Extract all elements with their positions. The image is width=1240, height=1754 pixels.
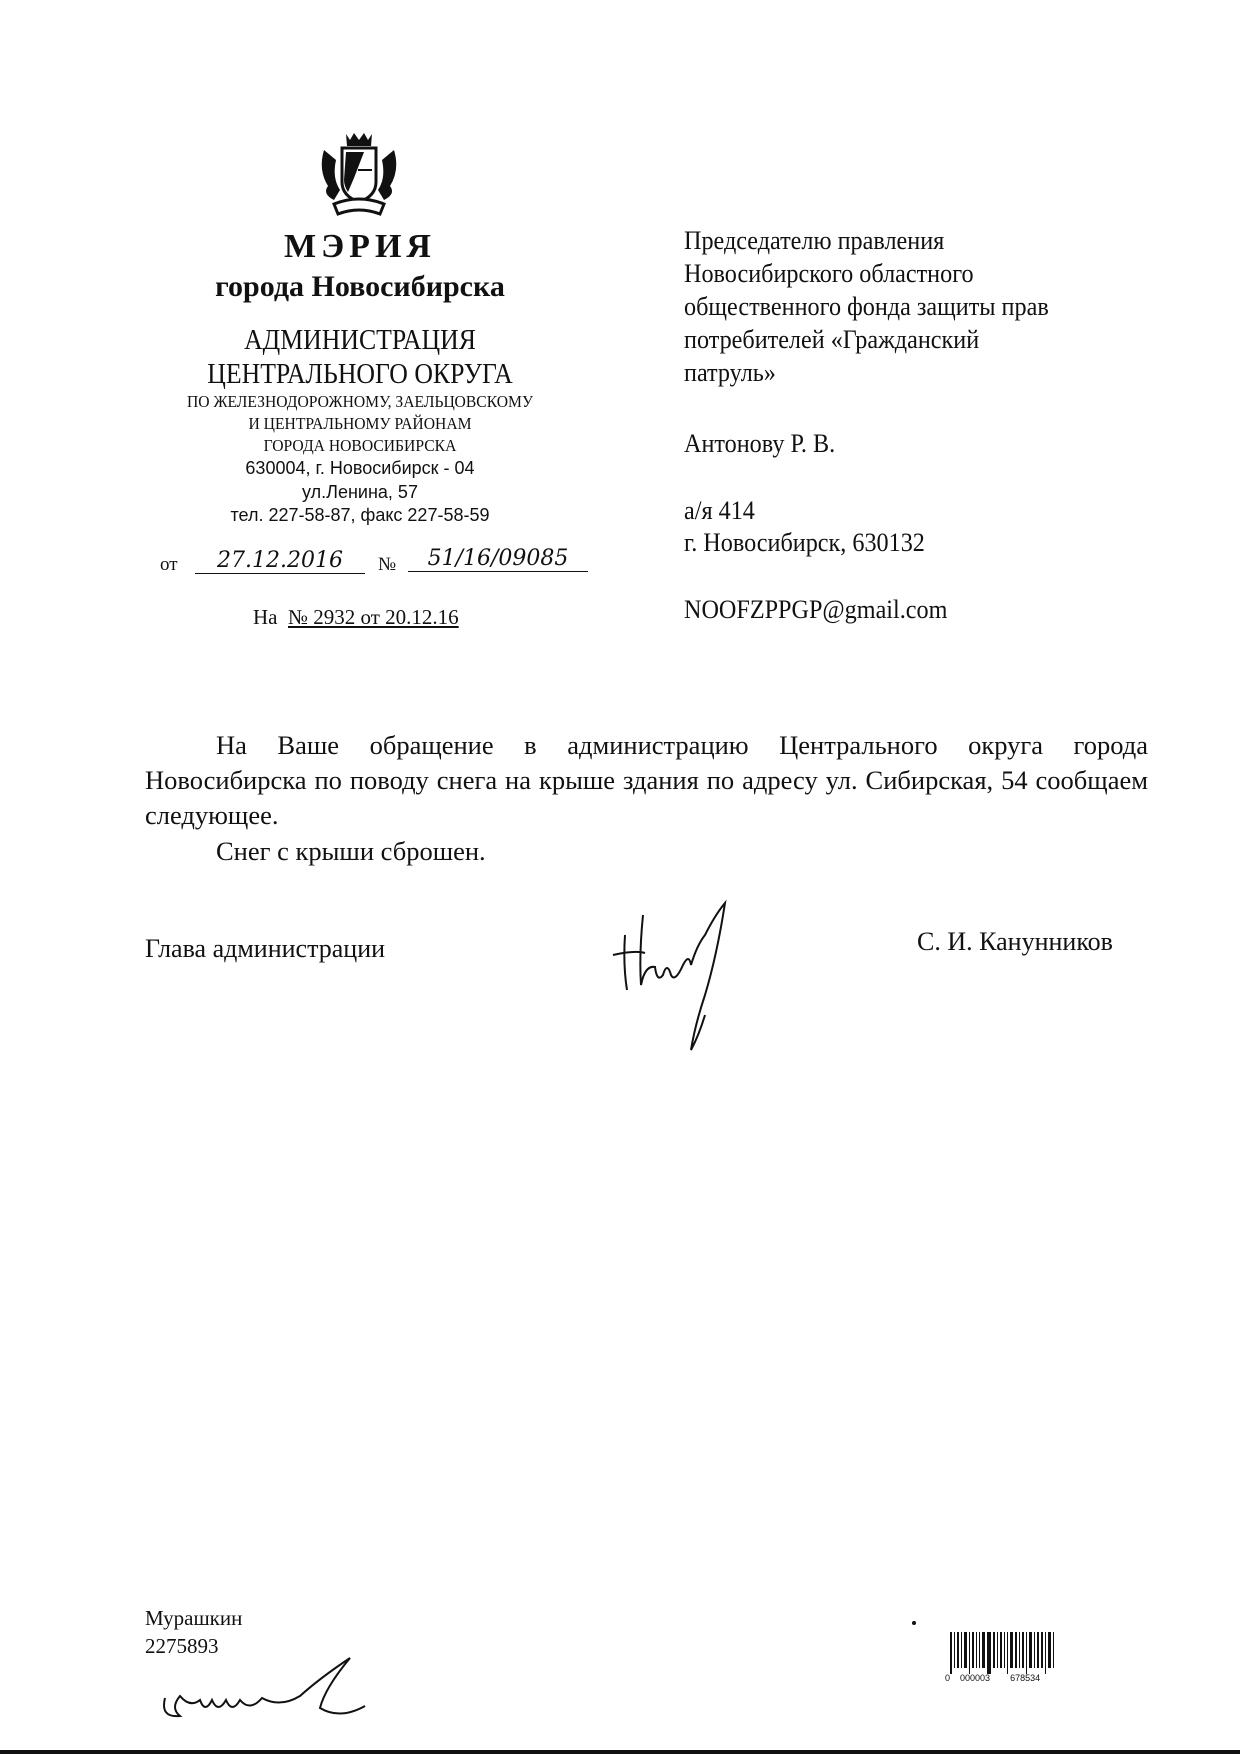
barcode-bar [1037, 1632, 1039, 1668]
reply-label: На [253, 605, 278, 629]
recipient-line: патруль» [684, 358, 776, 387]
barcode-number [945, 1673, 1040, 1683]
recipient-line: Новосибирского областного [684, 259, 974, 288]
barcode-bar [957, 1632, 959, 1668]
signatory-position: Глава администрации [145, 934, 386, 963]
barcode-bar [1007, 1632, 1008, 1674]
recipient-city: г. Новосибирск, 630132 [684, 528, 925, 557]
address-line: 630004, г. Новосибирск - 04 [245, 458, 475, 478]
date-value: 27.12.2016 [195, 548, 365, 574]
barcode-bar [1053, 1632, 1054, 1668]
barcode-bar [972, 1632, 974, 1668]
barcode-bar [976, 1632, 977, 1668]
barcode-bar [1045, 1632, 1046, 1674]
letterhead-city: города Новосибирска [215, 270, 505, 303]
barcode-right: 678534 [1010, 1673, 1041, 1683]
address-line: ул.Ленина, 57 [302, 481, 418, 502]
district-line: ГОРОДА НОВОСИБИРСКА [263, 436, 457, 455]
address-line: тел. 227-58-87, факс 227-58-59 [230, 505, 490, 525]
barcode-bar [997, 1632, 998, 1668]
barcode-bar [1048, 1632, 1051, 1668]
reply-line [253, 605, 459, 630]
body-paragraph-1: На Ваше обращение в администрацию Центрального округа города Новосибирска по поводу снега на крыше здания по адресу ул. Сибирская, 54 сообщаем следующее. [145, 730, 1148, 830]
barcode-left: 0 [945, 1673, 951, 1683]
barcode-bar [1029, 1632, 1032, 1668]
coat-of-arms-emblem [314, 130, 404, 218]
recipient-email: NOOFZPPGP@gmail.com [684, 595, 948, 624]
district-line: ПО ЖЕЛЕЗНОДОРОЖНОМУ, ЗАЕЛЬЦОВСКОМУ [186, 392, 534, 411]
barcode-bar [1019, 1632, 1020, 1668]
number-label: № [378, 554, 397, 575]
barcode [950, 1632, 1088, 1672]
recipient-line: общественного фонда защиты прав [684, 292, 1049, 321]
scan-dot [912, 1621, 916, 1625]
recipient-name: Антонову Р. В. [684, 429, 836, 458]
handwritten-signature [605, 895, 750, 1055]
barcode-bar [1000, 1632, 1002, 1668]
barcode-bar [1010, 1632, 1013, 1668]
barcode-mid: 000003 [960, 1673, 991, 1683]
barcode-bar [987, 1632, 991, 1674]
barcode-bar [993, 1632, 995, 1668]
signatory-name: С. И. Канунников [917, 927, 1113, 956]
reply-ref: № 2932 от 20.12.16 [288, 605, 459, 629]
letterhead-address [140, 457, 580, 528]
barcode-bar [1034, 1632, 1035, 1668]
barcode-bar [1041, 1632, 1043, 1668]
recipient-block [684, 224, 1049, 389]
letterhead-title: МЭРИЯ [284, 228, 436, 265]
barcode-bar [961, 1632, 962, 1668]
barcode-bar [969, 1632, 970, 1674]
executor-name: Мурашкин [145, 1606, 243, 1630]
barcode-bar [979, 1632, 980, 1668]
barcode-bar [954, 1632, 955, 1668]
date-label: от [160, 554, 178, 575]
body-paragraph-2: Снег с крыши сброшен. [216, 836, 486, 866]
barcode-bar [964, 1632, 967, 1668]
barcode-bar [982, 1632, 985, 1668]
executor-signature [150, 1648, 375, 1726]
barcode-bar [1022, 1632, 1024, 1668]
barcode-bar [950, 1632, 952, 1674]
letterhead-admin-line2: ЦЕНТРАЛЬНОГО ОКРУГА [207, 359, 513, 390]
barcode-bar [1004, 1632, 1005, 1668]
district-line: И ЦЕНТРАЛЬНОМУ РАЙОНАМ [248, 414, 472, 433]
scan-edge [0, 1750, 1240, 1754]
letterhead-districts [158, 391, 563, 457]
recipient-line: потребителей «Гражданский [684, 325, 980, 354]
recipient-line: Председателю правления [684, 226, 945, 255]
barcode-bar [1015, 1632, 1017, 1668]
letterhead-admin-line1: АДМИНИСТРАЦИЯ [244, 325, 476, 356]
recipient-po-box: а/я 414 [684, 496, 755, 525]
executor-phone: 2275893 [145, 1634, 219, 1658]
barcode-bar [1026, 1632, 1027, 1674]
number-value: 51/16/09085 [408, 546, 588, 572]
